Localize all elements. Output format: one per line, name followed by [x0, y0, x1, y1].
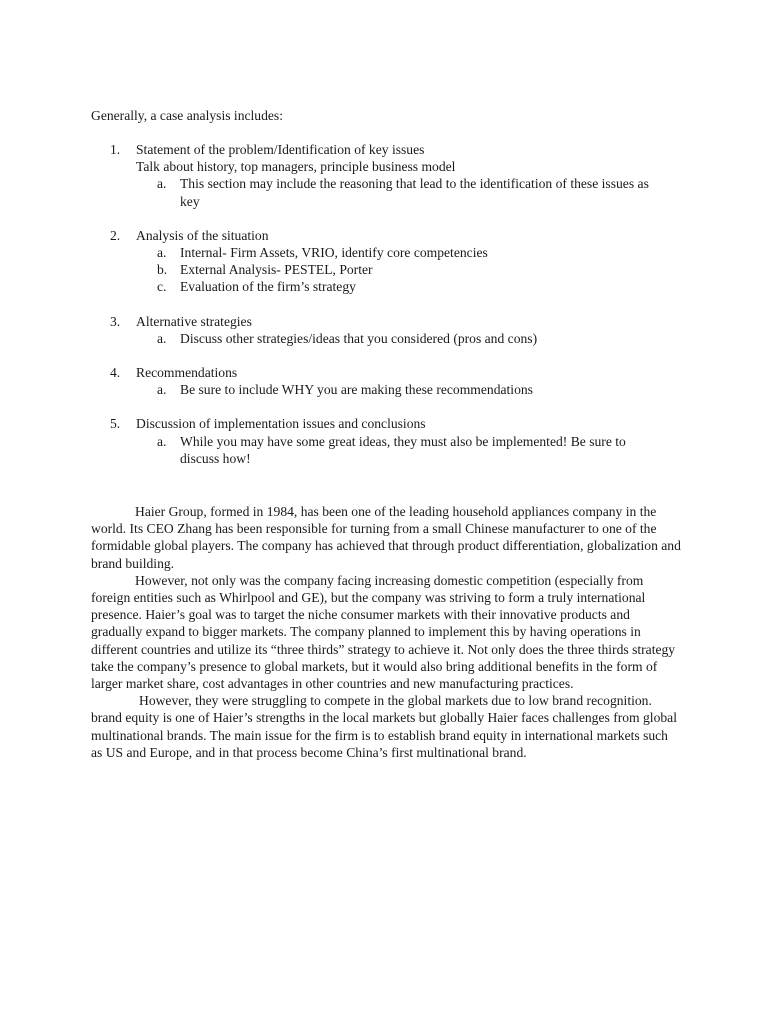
sub-list [0, 433, 768, 467]
sub-item [157, 244, 650, 261]
sub-text: External Analysis- PESTEL, Porter [180, 262, 373, 278]
item-title: Recommendations [136, 365, 238, 381]
item-note: Talk about history, top managers, principle business model [136, 159, 456, 175]
sub-list [0, 330, 768, 347]
item-number: 2. [110, 227, 121, 243]
item-title: Analysis of the situation [136, 227, 269, 243]
sub-item [157, 381, 650, 398]
sub-item [157, 175, 650, 209]
item-number: 5. [110, 416, 121, 432]
sub-letter: a. [157, 330, 167, 346]
sub-text: Be sure to include WHY you are making these recommendations [180, 382, 533, 398]
sub-letter: a. [157, 176, 167, 192]
outline-item-3 [0, 313, 768, 347]
sub-letter: a. [157, 245, 167, 261]
outline-item-5 [0, 415, 768, 467]
item-number: 4. [110, 365, 121, 381]
outline-item-1 [0, 141, 768, 210]
essay-paragraph: Haier Group, formed in 1984, has been one of the leading household appliances company in the world. Its CEO Zhang has been responsible for turning from a small Chinese manufacturer to one of the formidable global players. The company has achieved that through product differentiation, globalization and brand building. [91, 504, 681, 571]
case-analysis-outline [0, 141, 768, 484]
sub-list [0, 175, 768, 209]
sub-letter: b. [157, 262, 168, 278]
sub-letter: a. [157, 382, 167, 398]
item-title: Alternative strategies [136, 313, 252, 329]
item-title: Discussion of implementation issues and conclusions [136, 416, 426, 432]
outline-item-2 [0, 227, 768, 296]
intro-line: Generally, a case analysis includes: [91, 108, 283, 123]
sub-text: While you may have some great ideas, they must also be implemented! Be sure to discuss how! [180, 433, 626, 466]
sub-letter: c. [157, 279, 167, 295]
sub-list [0, 381, 768, 398]
sub-text: Internal- Firm Assets, VRIO, identify core competencies [180, 245, 488, 261]
sub-text: Evaluation of the firm’s strategy [180, 279, 356, 295]
sub-item [157, 330, 650, 347]
sub-list [0, 244, 768, 296]
sub-text: Discuss other strategies/ideas that you considered (pros and cons) [180, 330, 538, 346]
item-number: 1. [110, 142, 121, 157]
sub-item [157, 433, 650, 467]
item-number: 3. [110, 313, 121, 329]
sub-item [157, 278, 650, 295]
sub-letter: a. [157, 433, 167, 449]
essay-paragraph: However, they were struggling to compete in the global markets due to low brand recognition. brand equity is one of Haier’s strengths in the local markets but globally Haier faces challenges from global multinational brands. The main issue for the firm is to establish brand equity in international markets such as US and Europe, and in that process become China’s first multinational brand. [91, 693, 677, 760]
sub-text: This section may include the reasoning that lead to the identification of these issues as key [180, 176, 649, 209]
sub-item [157, 261, 650, 278]
item-title: Statement of the problem/Identification of key issues [136, 142, 425, 157]
haier-essay [91, 503, 681, 761]
essay-paragraph: However, not only was the company facing increasing domestic competition (especially from foreign entities such as Whirlpool and GE), but the company was striving to form a truly international presence. Haier’s goal was to target the niche consumer markets with their innovative products and gradually expand to bigger markets. The company planned to implement this by having operations in different countries and utilize its “three thirds” strategy to achieve it. Not only does the three thirds strategy take the company’s presence to global markets, but it would also bring additional benefits in the form of larger market share, cost advantages in other countries and new manufacturing practices. [91, 572, 676, 692]
outline-item-4 [0, 364, 768, 398]
